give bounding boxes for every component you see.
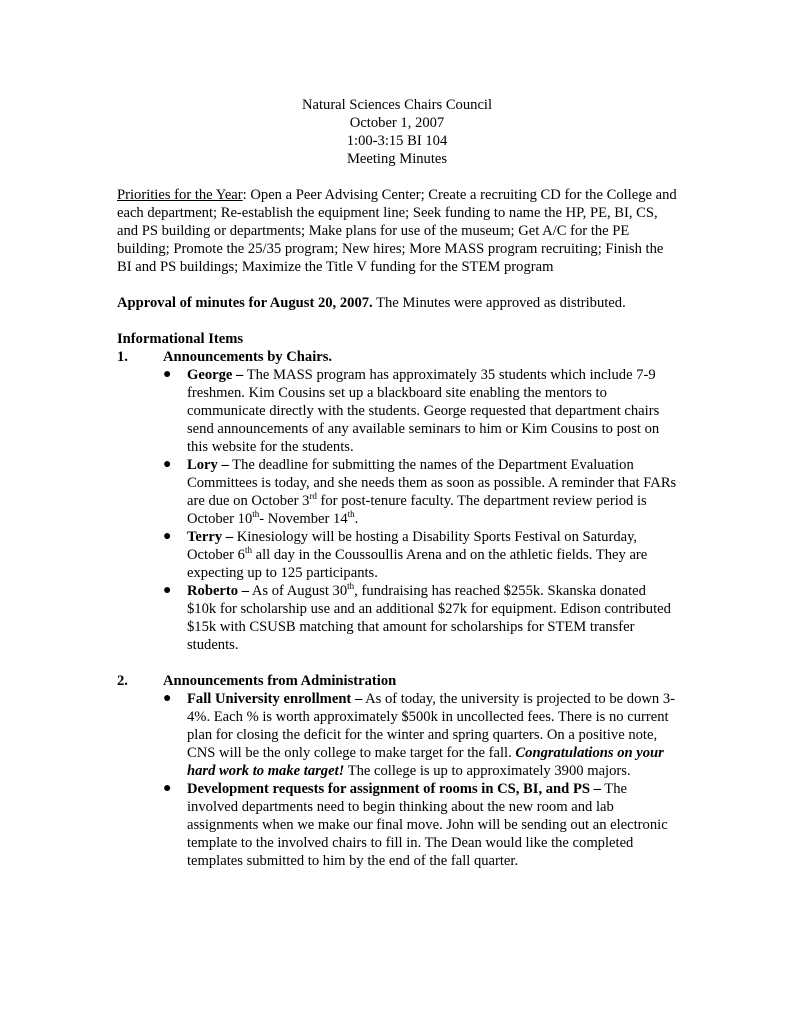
item-text: for post-tenure faculty. The department review period is October 10 — [187, 493, 647, 527]
item-name: Lory – — [187, 457, 229, 473]
list-item-roberto — [117, 582, 677, 654]
section-2-heading — [117, 672, 677, 690]
item-text: As of August 30 — [249, 583, 348, 599]
informational-heading: Informational Items — [117, 331, 244, 347]
priorities-paragraph — [117, 186, 677, 276]
approval-label: Approval of minutes for August 20, 2007. — [117, 295, 373, 311]
approval-text: The Minutes were approved as distributed. — [372, 295, 626, 311]
ordinal-suffix: th — [244, 545, 252, 556]
item-text: all day in the Coussoullis Arena and on the athletic fields. They are expecting up to 125 participants. — [187, 547, 648, 581]
council-name: Natural Sciences Chairs Council — [301, 97, 493, 113]
section-1-title: Announcements by Chairs. — [163, 349, 333, 365]
ordinal-suffix: rd — [309, 491, 317, 502]
spacer — [117, 654, 677, 672]
bullet-icon: ● — [163, 367, 172, 382]
section-2-number: 2. — [117, 673, 128, 689]
item-text: The involved departments need to begin thinking about the new room and lab assignments when we make our final move. John will be sending out an electronic template to the involved chairs to fill in. The Dean would like the completed templates submitted to him by the end of the fall quarter. — [187, 781, 668, 869]
section-2-title: Announcements from Administration — [163, 673, 397, 689]
item-name: George – — [187, 367, 244, 383]
item-name: Roberto – — [187, 583, 250, 599]
item-name: Fall University enrollment – — [187, 691, 363, 707]
list-item-lory — [117, 456, 677, 528]
ordinal-suffix: th — [347, 509, 355, 520]
congratulations-text: Congratulations on your hard work to make target! — [187, 745, 664, 779]
item-text: , fundraising has reached $255k. Skanska donated $10k for scholarship use and an additional $27k for equipment. Edison contributed $15k with CSUSB matching that amount for scholarships for STEM transfer students. — [187, 583, 671, 653]
priorities-text: : Open a Peer Advising Center; Create a recruiting CD for the College and each department; Re-establish the equipment line; Seek funding to name the HP, PE, BI, CS, and PS building or departments; Make plans for use of the museum; Get A/C for the PE building; Promote the 25/35 program; New hires; More MASS program recruiting; Finish the BI and PS buildings; Maximize the Title V funding for the STEM program — [117, 187, 677, 275]
meeting-date: October 1, 2007 — [349, 115, 445, 131]
list-item-george — [117, 366, 677, 456]
ordinal-suffix: th — [252, 509, 260, 520]
meeting-time-location: 1:00-3:15 BI 104 — [346, 133, 448, 149]
section-1-number: 1. — [117, 349, 128, 365]
list-item-room-assignments — [117, 780, 677, 870]
approval-paragraph — [117, 294, 677, 312]
bullet-icon: ● — [163, 691, 172, 706]
bullet-icon: ● — [163, 529, 172, 544]
ordinal-suffix: th — [347, 581, 355, 592]
item-text: As of today, the university is projected to be down 3-4%. Each % is worth approximately $500k in uncollected fees. There is no current plan for closing the deficit for the winter and spring quarters. On a positive note, CNS will be the only college to make target for the fall. — [187, 691, 676, 761]
section-1-heading — [117, 348, 677, 366]
list-item-terry — [117, 528, 677, 582]
section-2-list — [117, 690, 677, 870]
document-header — [117, 96, 677, 168]
bullet-icon: ● — [163, 583, 172, 598]
bullet-icon: ● — [163, 781, 172, 796]
item-name: Development requests for assignment of rooms in CS, BI, and PS – — [187, 781, 601, 797]
document-title: Meeting Minutes — [346, 151, 448, 167]
item-text: The MASS program has approximately 35 students which include 7-9 freshmen. Kim Cousins set up a blackboard site enabling the mentors to communicate directly with the students. George requested that department chairs send announcements of any available seminars to him or Kim Cousins to post on this website for the students. — [187, 367, 660, 455]
bullet-icon: ● — [163, 457, 172, 472]
list-item-enrollment — [117, 690, 677, 780]
priorities-label: Priorities for the Year — [117, 187, 243, 203]
item-name: Terry – — [187, 529, 234, 545]
item-text: - November 14 — [259, 511, 348, 527]
section-1-list — [117, 366, 677, 654]
item-text: Kinesiology will be hosting a Disability Sports Festival on Saturday, October 6 — [187, 529, 638, 563]
item-text: The deadline for submitting the names of the Department Evaluation Committees is today, and she needs them as soon as possible. A reminder that FARs are due on October 3 — [187, 457, 677, 509]
document-page — [117, 96, 677, 870]
item-text: The college is up to approximately 3900 majors. — [344, 763, 631, 779]
item-text: . — [354, 511, 359, 527]
